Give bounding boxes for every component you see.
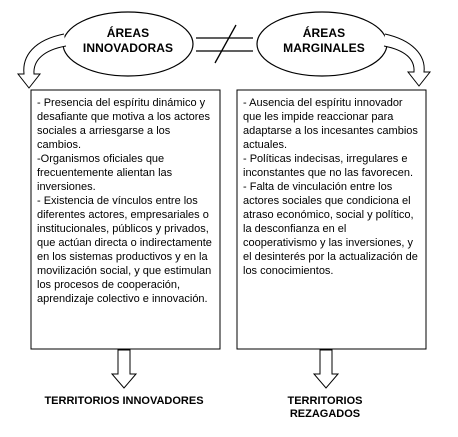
right-ellipse-title: ÁREAS MARGINALES <box>283 26 365 55</box>
left-down-arrow-icon <box>112 350 136 388</box>
right-item: - Políticas indecisas, irregulares e inconstantes que no las favorecen. <box>243 153 414 179</box>
left-result-label: TERRITORIOS INNOVADORES <box>44 395 204 407</box>
left-box-text <box>37 96 215 306</box>
left-curved-arrow-icon <box>18 34 66 88</box>
right-item: - Falta de vinculación entre los actores sociales que condiciona el atraso económico, social y político, la desconfianza en el cooperativismo y las inversiones, y el desinterés por la actualización de los conocimientos. <box>243 181 418 277</box>
left-item: - Existencia de vínculos entre los diferentes actores, empresariales o institucionales, públicos y privados, que actúan directa o indirectamente en los sistemas productivos y en la movilización social, y que estimulan los procesos de cooperación, aprendizaje colectivo e innovación. <box>37 195 212 305</box>
right-item: - Ausencia del espíritu innovador que les impide reaccionar para adaptarse a los incesantes cambios actuales. <box>243 97 418 151</box>
right-down-arrow-icon <box>314 350 338 388</box>
left-item: -Organismos oficiales que frecuentemente alientan las inversiones. <box>37 153 173 193</box>
left-item: - Presencia del espíritu dinámico y desafiante que motiva a los actores sociales a arriesgarse a los cambios. <box>37 97 211 151</box>
not-equal-icon <box>196 25 253 63</box>
right-result-label: TERRITORIOS REZAGADOS <box>287 395 363 420</box>
right-box-text <box>243 96 421 278</box>
left-ellipse-title: ÁREAS INNOVADORAS <box>82 26 174 55</box>
right-curved-arrow-icon <box>384 34 430 86</box>
